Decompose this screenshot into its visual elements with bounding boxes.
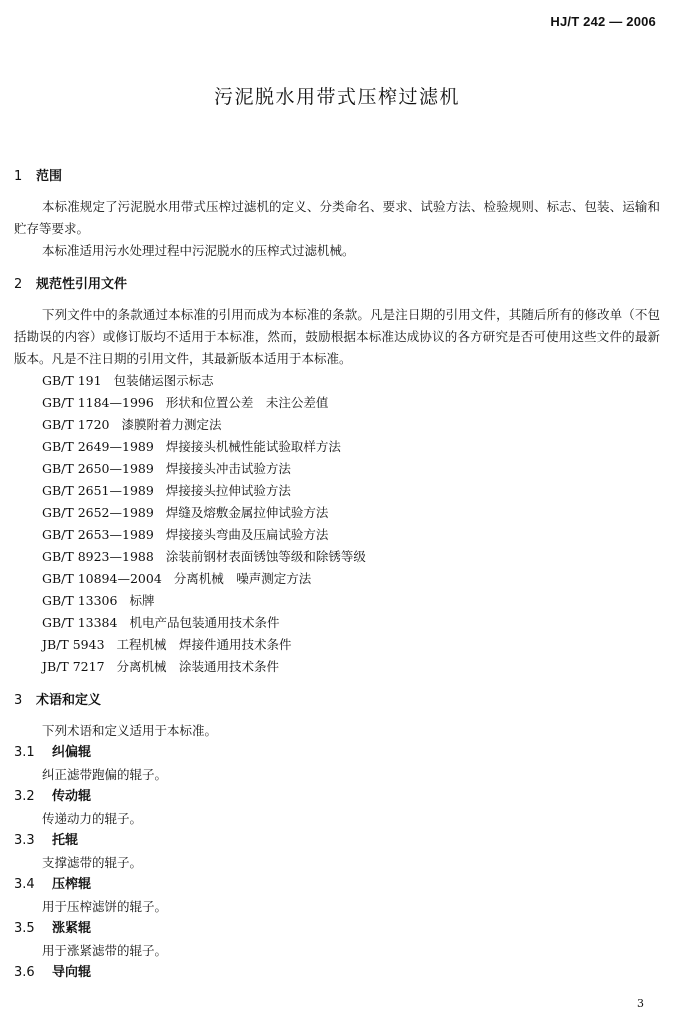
section-number: 2 — [14, 277, 23, 292]
term-name: 压榨辊 — [52, 877, 92, 892]
document-body — [14, 166, 660, 984]
reference-list — [14, 370, 660, 678]
section-heading-terms-and-definitions — [14, 690, 660, 712]
reference-title: 涂装前钢材表面锈蚀等级和除锈等级 — [165, 549, 366, 564]
reference-item — [14, 656, 660, 678]
reference-title: 标牌 — [129, 593, 155, 608]
reference-title: 焊接接头机械性能试验取样方法 — [165, 439, 341, 454]
reference-title: 工程机械 焊接件通用技术条件 — [116, 637, 292, 652]
term-definition: 纠正滤带跑偏的辊子。 — [42, 767, 168, 782]
term-heading — [14, 830, 660, 852]
term-number: 3.6 — [14, 965, 35, 980]
reference-item — [14, 392, 660, 414]
reference-code: GB/T 2649—1989 — [42, 439, 154, 454]
term-heading — [14, 786, 660, 808]
reference-item — [14, 458, 660, 480]
term-number: 3.2 — [14, 789, 35, 804]
reference-item — [14, 524, 660, 546]
term-number: 3.1 — [14, 745, 35, 760]
term-name: 传动辊 — [52, 789, 92, 804]
reference-code: GB/T 2653—1989 — [42, 527, 154, 542]
references-intro: 下列文件中的条款通过本标准的引用而成为本标准的条款。凡是注日期的引用文件，其随后所有的修改单（不包括勘误的内容）或修订版均不适用于本标准，然而，鼓励根据本标准达成协议的各方研究是否可使用这些文件的最新版本。凡是不注日期的引用文件，其最新版本适用于本标准。 — [14, 307, 660, 366]
reference-title: 分离机械 噪声测定方法 — [173, 571, 312, 586]
reference-code: GB/T 1184—1996 — [42, 395, 154, 410]
term-name: 纠偏辊 — [52, 745, 92, 760]
section-heading-scope — [14, 166, 660, 188]
term-definition: 用于压榨滤饼的辊子。 — [42, 899, 168, 914]
reference-title: 包装储运图示标志 — [113, 373, 214, 388]
section-title: 规范性引用文件 — [36, 277, 128, 292]
term-name: 托辊 — [52, 833, 79, 848]
page-number: 3 — [637, 997, 644, 1010]
reference-title: 形状和位置公差 未注公差值 — [165, 395, 329, 410]
reference-code: JB/T 7217 — [42, 659, 105, 674]
reference-code: GB/T 1720 — [42, 417, 110, 432]
reference-code: GB/T 2650—1989 — [42, 461, 154, 476]
reference-item — [14, 612, 660, 634]
reference-item — [14, 568, 660, 590]
reference-title: 机电产品包装通用技术条件 — [129, 615, 280, 630]
reference-code: GB/T 8923—1988 — [42, 549, 154, 564]
reference-code: GB/T 10894—2004 — [42, 571, 162, 586]
reference-title: 漆膜附着力测定法 — [121, 417, 222, 432]
reference-title: 焊接接头拉伸试验方法 — [165, 483, 291, 498]
reference-item — [14, 546, 660, 568]
reference-title: 焊接接头冲击试验方法 — [165, 461, 291, 476]
reference-code: GB/T 13306 — [42, 593, 118, 608]
reference-code: GB/T 191 — [42, 373, 102, 388]
reference-code: GB/T 2651—1989 — [42, 483, 154, 498]
reference-code: GB/T 13384 — [42, 615, 118, 630]
document-title: 污泥脱水用带式压榨过滤机 — [213, 86, 460, 108]
reference-item — [14, 370, 660, 392]
term-heading — [14, 918, 660, 940]
reference-item — [14, 480, 660, 502]
reference-code: JB/T 5943 — [42, 637, 105, 652]
reference-item — [14, 590, 660, 612]
scope-paragraph: 本标准适用污水处理过程中污泥脱水的压榨式过滤机械。 — [42, 243, 355, 258]
reference-title: 焊缝及熔敷金属拉伸试验方法 — [165, 505, 329, 520]
reference-title: 分离机械 涂装通用技术条件 — [116, 659, 280, 674]
term-heading — [14, 874, 660, 896]
term-definition: 传递动力的辊子。 — [42, 811, 143, 826]
standard-number: HJ/T 242 — 2006 — [550, 14, 656, 29]
term-definition: 用于涨紧滤带的辊子。 — [42, 943, 168, 958]
reference-item — [14, 502, 660, 524]
section-number: 1 — [14, 169, 23, 184]
term-number: 3.4 — [14, 877, 35, 892]
section-title: 范围 — [36, 169, 63, 184]
reference-title: 焊接接头弯曲及压扁试验方法 — [165, 527, 329, 542]
term-number: 3.5 — [14, 921, 35, 936]
section-heading-normative-references — [14, 274, 660, 296]
reference-item — [14, 436, 660, 458]
term-heading — [14, 962, 660, 984]
section-number: 3 — [14, 693, 23, 708]
term-name: 导向辊 — [52, 965, 92, 980]
term-definition: 支撑滤带的辊子。 — [42, 855, 143, 870]
reference-code: GB/T 2652—1989 — [42, 505, 154, 520]
term-name: 涨紧辊 — [52, 921, 92, 936]
term-heading — [14, 742, 660, 764]
reference-item — [14, 634, 660, 656]
scope-paragraph: 本标准规定了污泥脱水用带式压榨过滤机的定义、分类命名、要求、试验方法、检验规则、标志、包装、运输和贮存等要求。 — [14, 199, 660, 236]
reference-item — [14, 414, 660, 436]
term-number: 3.3 — [14, 833, 35, 848]
section-title: 术语和定义 — [36, 693, 102, 708]
terms-intro: 下列术语和定义适用于本标准。 — [42, 723, 218, 738]
